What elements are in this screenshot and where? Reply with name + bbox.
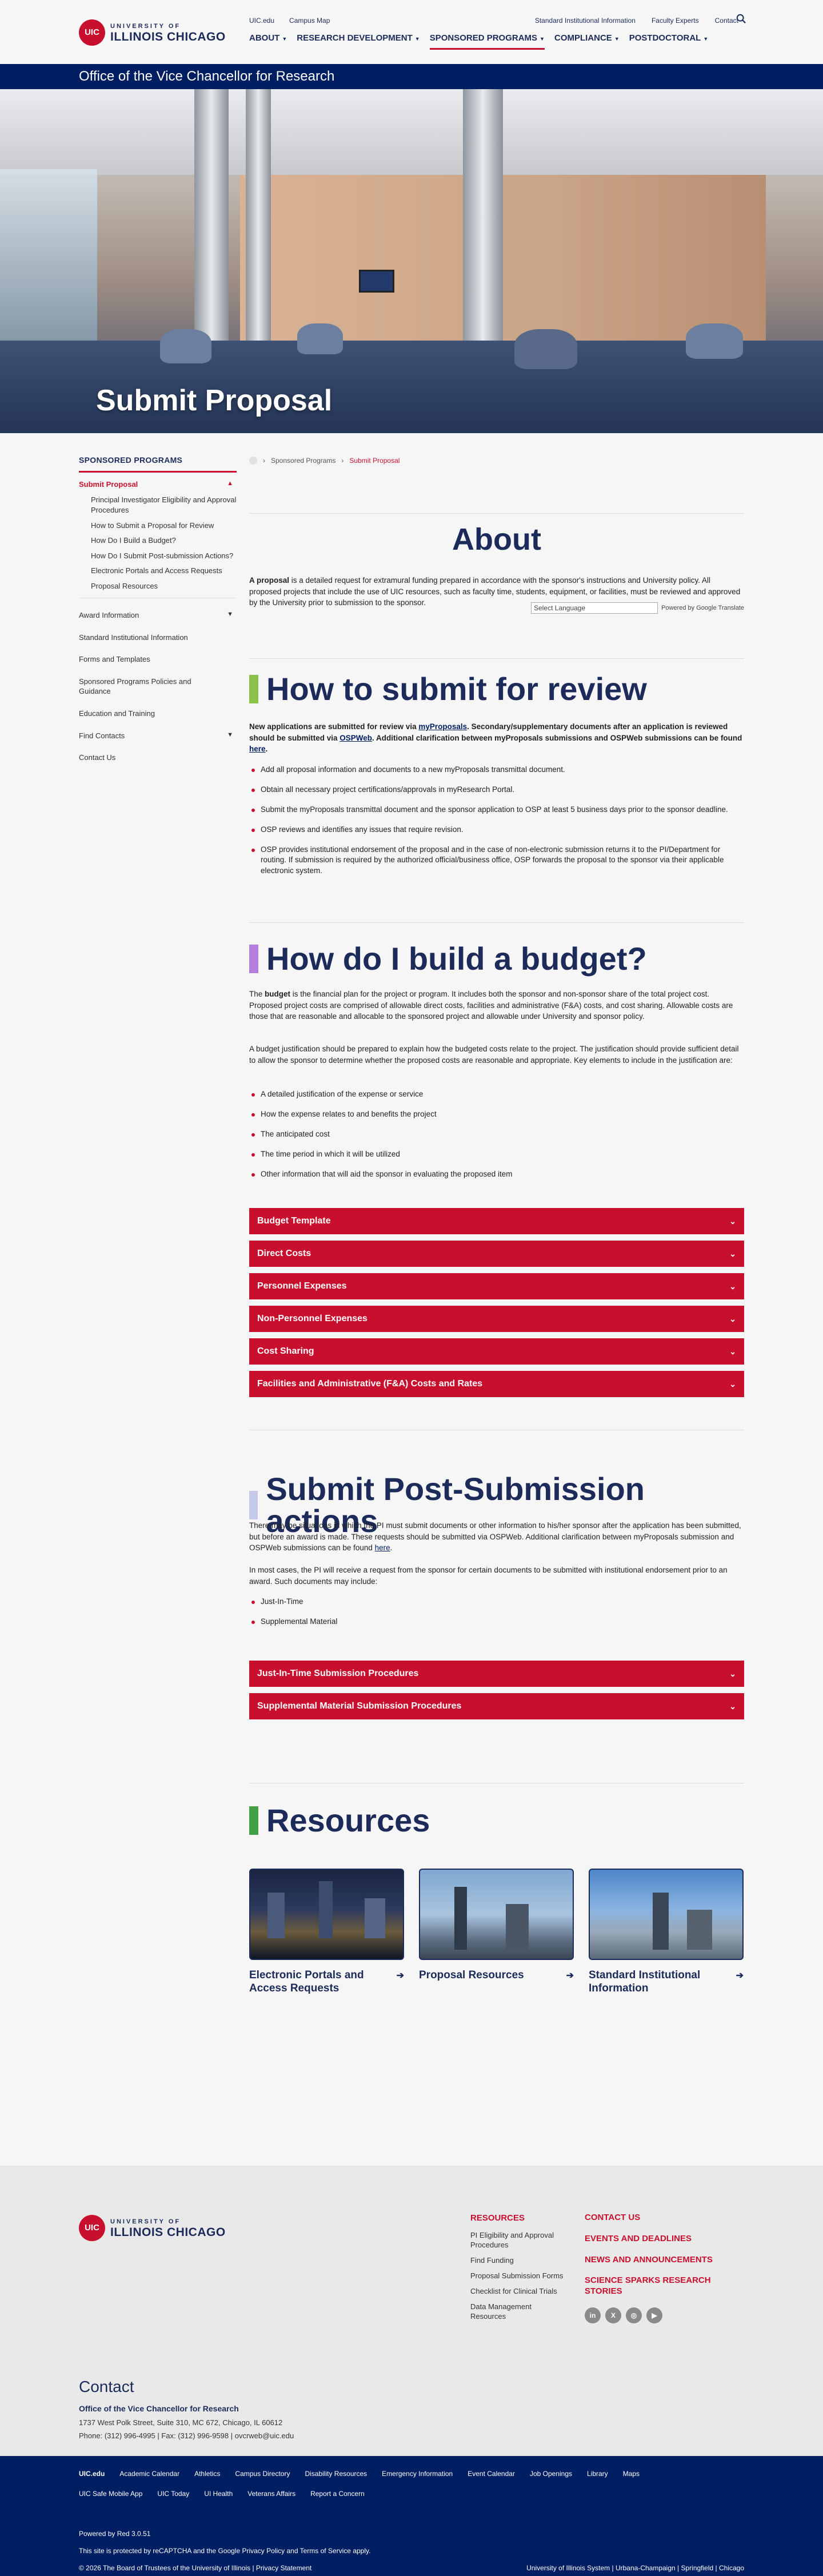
- linkedin-icon[interactable]: in: [585, 2307, 601, 2323]
- list-item: Other information that will aid the sponsor in evaluating the proposed item: [249, 1169, 744, 1180]
- post-documents: [249, 1597, 744, 1637]
- bottom-link[interactable]: UI Health: [204, 2490, 233, 2498]
- recaptcha-notice: This site is protected by reCAPTCHA and the Google Privacy Policy and Terms of Service apply.: [79, 2547, 371, 2555]
- review-heading-row: [249, 673, 744, 705]
- bottom-link[interactable]: UIC Safe Mobile App: [79, 2490, 143, 2498]
- card-standard-info[interactable]: [589, 1869, 744, 1995]
- link-here-post[interactable]: here: [374, 1543, 390, 1553]
- post-accordion: [249, 1661, 744, 1726]
- arrow-right-icon: ➔: [736, 1971, 744, 1981]
- breadcrumb-current: Submit Proposal: [349, 457, 400, 465]
- sidebar-item-forms[interactable]: Forms and Templates: [79, 655, 150, 664]
- footer-logo[interactable]: UIC UNIVERSITY OF ILLINOIS CHICAGO: [79, 2215, 226, 2241]
- card-portals[interactable]: [249, 1869, 404, 1995]
- search-icon[interactable]: [736, 14, 746, 24]
- chevron-down-icon: ▼: [540, 36, 545, 42]
- bottom-link[interactable]: Disability Resources: [305, 2470, 367, 2478]
- list-item: Obtain all necessary project certifications/approvals in myResearch Portal.: [249, 785, 744, 795]
- resources-heading: Resources: [266, 1802, 430, 1838]
- language-select[interactable]: Select Language: [531, 602, 658, 614]
- breadcrumb-sponsored[interactable]: Sponsored Programs: [271, 457, 336, 465]
- chevron-down-icon: ▼: [227, 731, 233, 738]
- bottom-footer: [0, 2456, 823, 2576]
- util-link-std[interactable]: Standard Institutional Information: [534, 17, 636, 25]
- footer-resources-heading: RESOURCES: [470, 2213, 525, 2223]
- bottom-link[interactable]: Maps: [622, 2470, 640, 2478]
- page-title: Submit Proposal: [96, 384, 333, 417]
- sidebar-item-contact-us[interactable]: Contact Us: [79, 753, 116, 762]
- sidebar-item-education[interactable]: Education and Training: [79, 709, 155, 718]
- util-link-experts[interactable]: Faculty Experts: [651, 17, 699, 25]
- city-lakefront-image: [589, 1869, 744, 1960]
- uic-badge: UIC: [79, 19, 105, 46]
- sidebar-sub-submit-review[interactable]: How to Submit a Proposal for Review: [91, 521, 214, 530]
- powered-by: Powered by Red 3.0.51: [79, 2530, 151, 2538]
- chevron-down-icon: ⌄: [729, 1346, 736, 1356]
- footer-science-sparks[interactable]: SCIENCE SPARKS RESEARCH STORIES: [585, 2275, 711, 2296]
- x-icon[interactable]: X: [605, 2307, 621, 2323]
- sidebar-heading[interactable]: SPONSORED PROGRAMS: [79, 455, 237, 473]
- footer-link[interactable]: Find Funding: [470, 2256, 514, 2265]
- accordion-supplemental[interactable]: Supplemental Material Submission Procedures ⌄: [249, 1693, 744, 1719]
- home-icon[interactable]: [249, 457, 257, 465]
- link-here[interactable]: here: [249, 745, 266, 754]
- sidebar-sub-post-submission[interactable]: How Do I Submit Post-submission Actions?: [91, 551, 234, 560]
- city-night-image: [249, 1869, 404, 1960]
- bottom-link[interactable]: Campus Directory: [235, 2470, 290, 2478]
- nav-compliance[interactable]: COMPLIANCE ▼: [554, 33, 620, 43]
- about-text: A proposal is a detailed request for extramural funding prepared in accordance with the sponsor's instructions and University policy. All proposed projects that include the use of UIC resources, such as faculty time, students, equipment, or facilities, must be reviewed and approved by the University prior to submission to the sponsor.: [249, 576, 741, 607]
- bottom-link[interactable]: UIC Today: [157, 2490, 190, 2498]
- utility-left: [249, 16, 345, 25]
- resources-heading-row: [249, 1802, 744, 1838]
- sidebar-sub-portals[interactable]: Electronic Portals and Access Requests: [91, 566, 222, 575]
- translate-powered: Powered by Google Translate: [661, 604, 744, 611]
- site-footer: [0, 2166, 823, 2456]
- post-para2: In most cases, the PI will receive a request from the sponsor for certain documents to be submitted with institutional endorsement prior to an award. Such documents may include:: [249, 1566, 728, 1586]
- bottom-link[interactable]: UIC.edu: [79, 2470, 105, 2478]
- uic-logo[interactable]: [79, 19, 226, 46]
- bottom-link[interactable]: Athletics: [194, 2470, 221, 2478]
- contact-address: 1737 West Polk Street, Suite 310, MC 672, Chicago, IL 60612: [79, 2418, 283, 2427]
- arrow-right-icon: ➔: [396, 1971, 404, 1981]
- nav-research-development[interactable]: RESEARCH DEVELOPMENT ▼: [297, 33, 420, 43]
- sidebar-item-standard[interactable]: Standard Institutional Information: [79, 633, 188, 642]
- chevron-down-icon: ⌄: [729, 1249, 736, 1258]
- bottom-link[interactable]: Library: [587, 2470, 608, 2478]
- sidebar-item-award[interactable]: Award Information ▼: [79, 611, 233, 620]
- footer-link[interactable]: Checklist for Clinical Trials: [470, 2286, 557, 2295]
- sidebar-sub-budget[interactable]: How Do I Build a Budget?: [91, 536, 176, 545]
- post-para1: There may be situations in which the PI must submit documents or other information to his/her sponsor after the application has been submitted, but before an award is made. These requests should be submitted via OSPWeb. Additional clarification between myProposals submission and OSPWeb submissions can be found here.: [249, 1521, 741, 1553]
- util-link-contact[interactable]: Contact: [714, 17, 738, 25]
- contact-heading: Contact: [79, 2378, 134, 2395]
- office-bar[interactable]: Office of the Vice Chancellor for Research: [0, 64, 823, 89]
- chevron-down-icon: ⌄: [729, 1314, 736, 1323]
- chevron-down-icon: ▼: [414, 36, 420, 42]
- breadcrumb: › Sponsored Programs › Submit Proposal: [249, 456, 399, 465]
- nav-about[interactable]: ABOUT ▼: [249, 33, 287, 43]
- list-item: Add all proposal information and documents to a new myProposals transmittal document.: [249, 765, 744, 775]
- utility-right: [519, 16, 738, 25]
- bottom-link[interactable]: Event Calendar: [468, 2470, 515, 2478]
- list-item: The anticipated cost: [249, 1129, 744, 1140]
- budget-para2: A budget justification should be prepared to explain how the budgeted costs relate to the project. The justification should provide sufficient detail to allow the sponsor to determine whether the proposed costs are reasonable and appropriate. Key elements to include in the justification are:: [249, 1045, 739, 1065]
- footer-resources: [470, 2213, 568, 2327]
- chevron-down-icon: ▼: [282, 36, 287, 42]
- content-area: [0, 433, 823, 2166]
- bottom-links-row1: [79, 2469, 640, 2478]
- chevron-down-icon: ▼: [614, 36, 620, 42]
- copyright: © 2026 The Board of Trustees of the University of Illinois | Privacy Statement: [79, 2564, 312, 2572]
- post-heading: Submit Post-Submission actions: [266, 1471, 645, 1539]
- sidebar-item-contacts[interactable]: Find Contacts ▼: [79, 731, 233, 740]
- system-links[interactable]: University of Illinois System | Urbana-Champaign | Springfield | Chicago: [526, 2564, 744, 2572]
- accordion-non-personnel[interactable]: Non-Personnel Expenses ⌄: [249, 1306, 744, 1332]
- nav-sponsored-programs[interactable]: SPONSORED PROGRAMS ▼: [430, 33, 545, 50]
- city-skyline-image: [419, 1869, 574, 1960]
- bottom-link[interactable]: Job Openings: [529, 2470, 572, 2478]
- sidebar: [79, 455, 237, 775]
- chevron-down-icon: ▼: [703, 36, 709, 42]
- footer-contact-us[interactable]: CONTACT US: [585, 2213, 641, 2222]
- bottom-link[interactable]: Academic Calendar: [119, 2470, 180, 2478]
- list-item: Just-In-Time: [249, 1597, 744, 1607]
- footer-link[interactable]: Data Management Resources: [470, 2302, 532, 2321]
- bottom-link[interactable]: Veterans Affairs: [247, 2490, 296, 2498]
- list-item: OSP reviews and identifies any issues that require revision.: [249, 825, 744, 835]
- budget-heading-row: [249, 943, 744, 975]
- card-proposal-resources[interactable]: [419, 1869, 574, 1995]
- chevron-down-icon: ⌄: [729, 1379, 736, 1389]
- budget-accordion: [249, 1208, 744, 1403]
- site-header: [0, 0, 823, 64]
- footer-link[interactable]: PI Eligibility and Approval Procedures: [470, 2231, 554, 2250]
- instagram-icon[interactable]: ◎: [626, 2307, 642, 2323]
- about-heading: About: [452, 522, 541, 557]
- list-item: Submit the myProposals transmittal document and the sponsor application to OSP at least 5 business days prior to the sponsor deadline.: [249, 805, 744, 815]
- list-item: The time period in which it will be utilized: [249, 1149, 744, 1160]
- review-intro: New applications are submitted for review via myProposals. Secondary/supplementary documents after an application is reviewed should be submitted via OSPWeb. Additional clarification between myProposals submissions and OSPWeb submissions can be found here.: [249, 722, 742, 754]
- accordion-cost-sharing[interactable]: Cost Sharing ⌄: [249, 1338, 744, 1365]
- sidebar-sub-resources[interactable]: Proposal Resources: [91, 581, 158, 590]
- list-item: Supplemental Material: [249, 1617, 744, 1627]
- accordion-budget-template[interactable]: Budget Template ⌄: [249, 1208, 744, 1234]
- util-link-uic[interactable]: UIC.edu: [249, 17, 275, 25]
- logo-line2: ILLINOIS CHICAGO: [110, 30, 226, 43]
- list-item: OSP provides institutional endorsement of the proposal and in the case of non-electronic submission returns it to the PI/Department for routing. If submission is required by the authorized official/business office, OSP forwards the proposal to the sponsor via their applicable electronic system.: [249, 845, 744, 877]
- arrow-right-icon: ➔: [566, 1971, 574, 1981]
- chevron-down-icon: ⌄: [729, 1701, 736, 1711]
- nav-postdoctoral[interactable]: POSTDOCTORAL ▼: [629, 33, 709, 43]
- contact-phone: Phone: (312) 996-4995 | Fax: (312) 996-9598 | ovcrweb@uic.edu: [79, 2431, 294, 2441]
- google-translate: [531, 602, 744, 614]
- list-item: A detailed justification of the expense or service: [249, 1089, 744, 1100]
- footer-link[interactable]: Proposal Submission Forms: [470, 2271, 564, 2280]
- contact-block: [79, 2376, 294, 2445]
- util-link-map[interactable]: Campus Map: [289, 17, 330, 25]
- logo-line1: UNIVERSITY OF: [110, 23, 181, 30]
- card-title: Proposal Resources: [419, 1969, 524, 1981]
- sidebar-sub-eligibility[interactable]: Principal Investigator Eligibility and Approval Procedures: [91, 495, 237, 514]
- review-steps: [249, 765, 744, 886]
- sidebar-item-policies[interactable]: Sponsored Programs Policies and Guidance: [79, 677, 191, 696]
- accordion-jit[interactable]: Just-In-Time Submission Procedures ⌄: [249, 1661, 744, 1687]
- chevron-up-icon: ▲: [227, 479, 233, 487]
- budget-heading: How do I build a budget?: [266, 941, 647, 977]
- contact-office[interactable]: Office of the Vice Chancellor for Research: [79, 2403, 239, 2413]
- bottom-links-row2: [79, 2489, 365, 2498]
- card-title: Standard Institutional Information: [589, 1969, 701, 1994]
- bottom-link[interactable]: Report a Concern: [310, 2490, 365, 2498]
- youtube-icon[interactable]: ▶: [646, 2307, 662, 2323]
- chevron-down-icon: ⌄: [729, 1216, 736, 1226]
- link-ospweb[interactable]: OSPWeb: [339, 733, 373, 742]
- sidebar-item-submit-proposal[interactable]: Submit Proposal ▲: [79, 479, 233, 489]
- accordion-direct-costs[interactable]: Direct Costs ⌄: [249, 1241, 744, 1267]
- card-title: Electronic Portals and Access Requests: [249, 1969, 364, 1994]
- hero-banner: [0, 89, 823, 433]
- list-item: How the expense relates to and benefits the project: [249, 1109, 744, 1120]
- tv-screen-image: [359, 270, 394, 293]
- accordion-personnel[interactable]: Personnel Expenses ⌄: [249, 1273, 744, 1299]
- chevron-down-icon: ⌄: [729, 1669, 736, 1678]
- budget-elements: [249, 1089, 744, 1189]
- review-heading: How to submit for review: [266, 671, 647, 707]
- social-links: [585, 2307, 733, 2323]
- accordion-fa-costs[interactable]: Facilities and Administrative (F&A) Costs and Rates ⌄: [249, 1371, 744, 1397]
- footer-right: [585, 2213, 733, 2323]
- footer-news[interactable]: NEWS AND ANNOUNCEMENTS: [585, 2254, 713, 2265]
- main-nav: [249, 33, 708, 50]
- link-myproposals[interactable]: myProposals: [418, 722, 468, 731]
- chevron-down-icon: ▼: [227, 611, 233, 618]
- budget-para1: The budget is the financial plan for the project or program. It includes both the sponsor and non-sponsor share of the total project cost. Proposed project costs are comprised of allowable direct costs, facilities and administrative (F&A) costs, and cost sharing. Allowable costs are those that are reasonable and allocable to the sponsored project and allowable under University and sponsor policy.: [249, 990, 733, 1021]
- bottom-link[interactable]: Emergency Information: [382, 2470, 453, 2478]
- chevron-down-icon: ⌄: [729, 1281, 736, 1291]
- resource-cards: [249, 1869, 744, 1995]
- footer-events[interactable]: EVENTS AND DEADLINES: [585, 2233, 692, 2243]
